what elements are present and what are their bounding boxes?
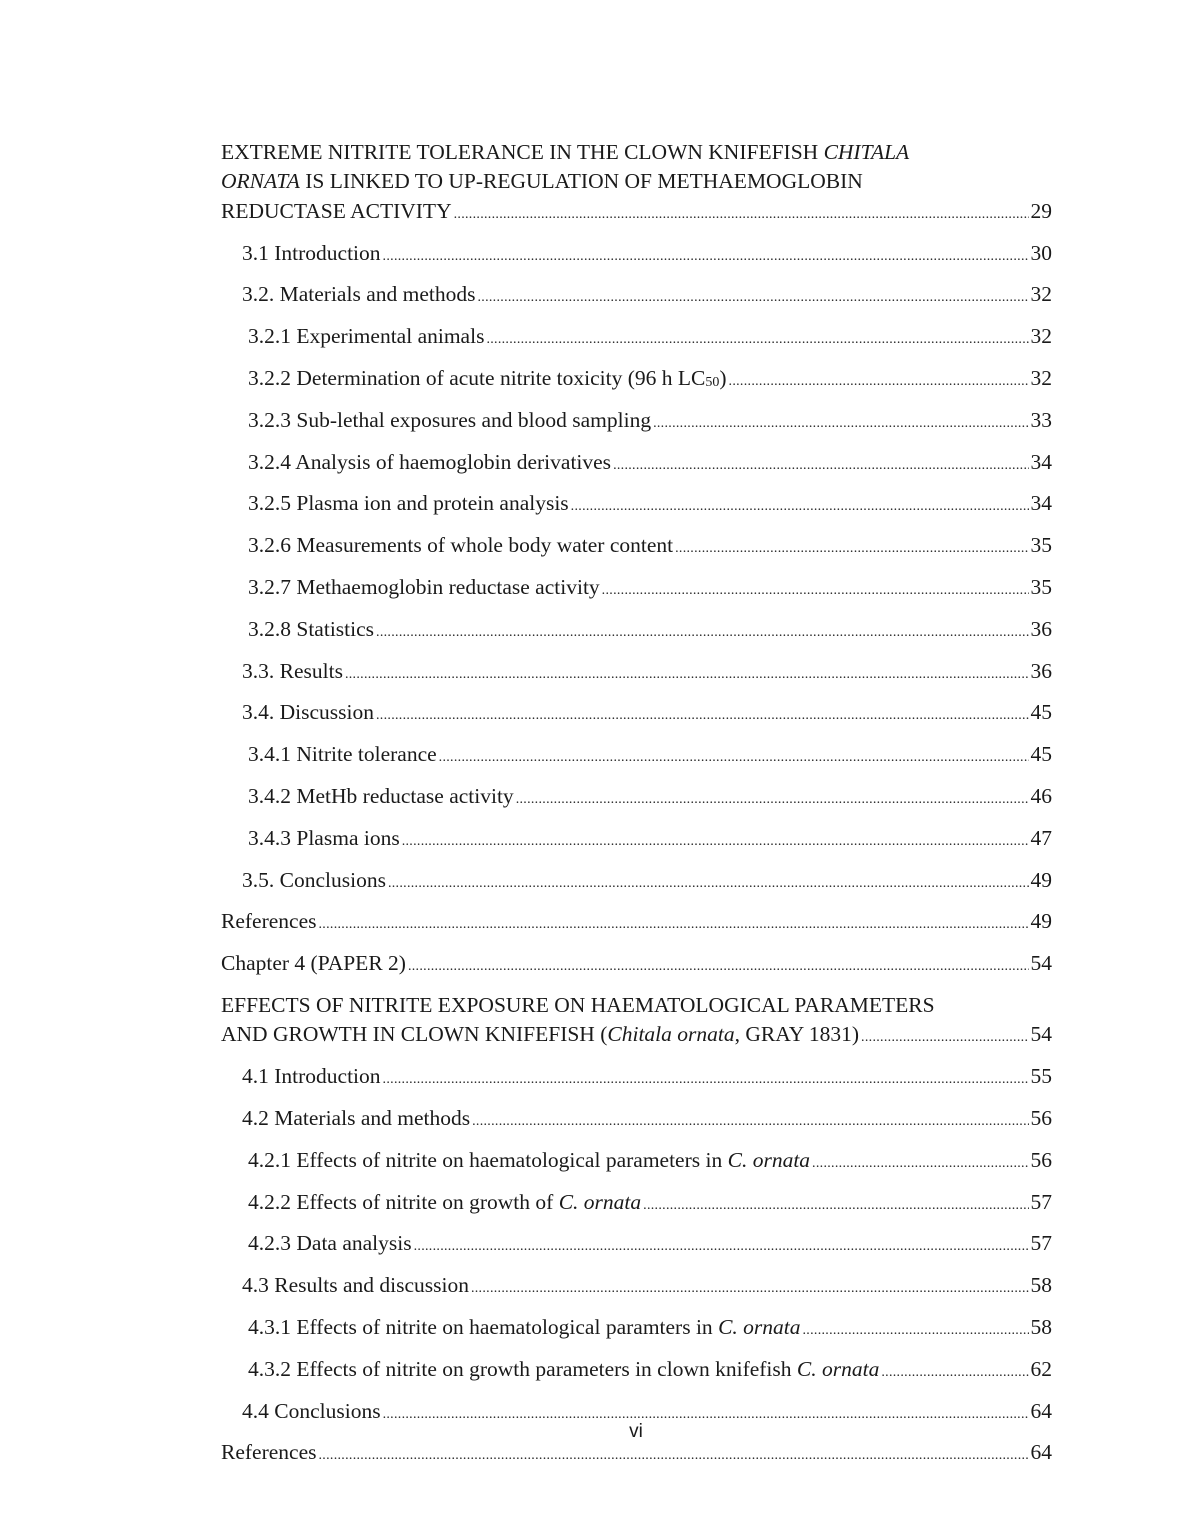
toc-entry-label: 3.2.3 Sub-lethal exposures and blood sampling (248, 407, 652, 432)
toc-page-number: 36 (1030, 658, 1052, 683)
toc-entry[interactable] (221, 1229, 1052, 1261)
toc-page-number: 47 (1030, 825, 1052, 850)
toc-entry[interactable] (221, 657, 1052, 689)
dot-leader (861, 1023, 1028, 1052)
toc-title-text: REDUCTASE ACTIVITY (221, 198, 452, 223)
dot-leader (376, 701, 1029, 730)
toc-entry-label: 3.2.5 Plasma ion and protein analysis (248, 491, 569, 516)
toc-entry-label: 3.3. Results (242, 658, 343, 683)
toc-entry[interactable] (221, 448, 1052, 480)
toc-title-line (221, 138, 1052, 167)
toc-page-number: 58 (1030, 1273, 1052, 1298)
toc-title-line (221, 1020, 1052, 1052)
dot-leader (408, 952, 1029, 981)
toc-entry-label (248, 1188, 641, 1217)
toc-page-number: 35 (1030, 574, 1052, 599)
toc-entry-label: 3.2.7 Methaemoglobin reductase activity (248, 574, 600, 599)
toc-entry[interactable] (221, 322, 1052, 354)
dot-leader (402, 827, 1029, 856)
toc-entry[interactable] (221, 531, 1052, 563)
toc-entry-label: 4.2 Materials and methods (242, 1105, 471, 1130)
toc-entry[interactable] (221, 866, 1052, 898)
dot-leader (472, 1107, 1028, 1136)
toc-entry[interactable] (221, 1313, 1052, 1345)
toc-page-number: 64 (1030, 1440, 1052, 1465)
toc-page-number: 33 (1030, 407, 1052, 432)
dot-leader (881, 1358, 1028, 1387)
toc-page-number: 35 (1030, 533, 1052, 558)
toc-entry-label: 3.4.2 MetHb reductase activity (248, 783, 514, 808)
dot-leader (471, 1274, 1029, 1303)
toc-entry[interactable] (221, 824, 1052, 856)
toc-entry-label: 3.2.4 Analysis of haemoglobin derivatives (248, 449, 612, 474)
toc-entry-label: References (221, 909, 317, 934)
toc-entry-label: 4.2.3 Data analysis (248, 1231, 412, 1256)
toc-entry[interactable] (221, 1438, 1052, 1470)
toc-page-number: 49 (1030, 867, 1052, 892)
toc-entry-label: Chapter 4 (PAPER 2) (221, 951, 406, 976)
toc-entry[interactable] (221, 489, 1052, 521)
toc-title-species: CHITALA (823, 140, 910, 164)
toc-title-text-part: , GRAY 1831) (734, 1022, 860, 1047)
toc-entry-label (248, 1355, 879, 1384)
toc-entry-label-text: 4.3.1 Effects of nitrite on haematological paramters in (248, 1314, 719, 1339)
toc-entry[interactable] (221, 1104, 1052, 1136)
toc-entry-label: 3.4.3 Plasma ions (248, 825, 400, 850)
toc-entry-label: 3.5. Conclusions (242, 867, 386, 892)
toc-entry-label (248, 1313, 801, 1342)
page-number: vi (629, 1421, 643, 1442)
toc-entry-label-text: 4.2.2 Effects of nitrite on growth of (248, 1189, 559, 1214)
dot-leader (803, 1316, 1029, 1345)
toc-title-species: ORNATA (221, 169, 300, 194)
dot-leader (345, 660, 1029, 689)
toc-entry[interactable] (221, 1188, 1052, 1220)
dot-leader (571, 492, 1029, 521)
toc-entry[interactable] (221, 1355, 1052, 1387)
toc-page-number: 57 (1030, 1189, 1052, 1214)
toc-entry[interactable] (221, 239, 1052, 271)
toc-title-text-part: AND GROWTH IN CLOWN KNIFEFISH ( (221, 1022, 608, 1047)
toc-page-number: 36 (1030, 616, 1052, 641)
toc-entry-label: 3.2.8 Statistics (248, 616, 375, 641)
toc-entry[interactable] (221, 1146, 1052, 1178)
toc-title-text (221, 1020, 859, 1049)
toc-entry[interactable] (221, 740, 1052, 772)
toc-entry-chapter4-title[interactable] (221, 991, 1052, 1053)
dot-leader (319, 910, 1029, 939)
dot-leader (613, 451, 1028, 480)
toc-entry[interactable] (221, 406, 1052, 438)
toc-page-number: 45 (1030, 742, 1052, 767)
toc-page-number: 54 (1030, 951, 1052, 976)
toc-entry-label: 4.1 Introduction (242, 1064, 381, 1089)
toc-page-number: 58 (1030, 1314, 1052, 1339)
toc-page-number: 62 (1030, 1356, 1052, 1381)
toc-entry-label-text: 4.2.1 Effects of nitrite on haematological parameters in (248, 1147, 728, 1172)
toc-entry-species: C. ornata (718, 1314, 801, 1339)
toc-entry-label-text: ) (719, 366, 727, 390)
toc-entry[interactable] (221, 280, 1052, 312)
toc-entry-label: 3.2.6 Measurements of whole body water content (248, 533, 674, 558)
toc-page-number: 49 (1030, 909, 1052, 934)
toc-page-number: 45 (1030, 700, 1052, 725)
toc-entry[interactable] (221, 782, 1052, 814)
table-of-contents (221, 138, 1052, 1480)
toc-page-number: 56 (1030, 1147, 1052, 1172)
dot-leader (439, 743, 1029, 772)
toc-entry-species: C. ornata (558, 1189, 642, 1214)
toc-title-species: Chitala ornata (607, 1022, 735, 1047)
toc-title-line (221, 167, 1052, 196)
toc-entry-label: 3.2.1 Experimental animals (248, 324, 485, 349)
dot-leader (383, 1065, 1029, 1094)
toc-entry[interactable] (221, 1062, 1052, 1094)
dot-leader (729, 367, 1029, 396)
dot-leader (319, 1441, 1029, 1470)
dot-leader (388, 869, 1029, 898)
toc-entry-label (248, 364, 727, 396)
toc-entry-chapter3-title[interactable] (221, 138, 1052, 229)
toc-entry-species: C. ornata (796, 1356, 880, 1381)
toc-page-number: 32 (1030, 282, 1052, 307)
toc-page-number: 57 (1030, 1231, 1052, 1256)
toc-page-number: 30 (1030, 240, 1052, 265)
toc-entry-label-text: 4.3.2 Effects of nitrite on growth parameters in clown knifefish (248, 1356, 797, 1381)
toc-entry-label (248, 1146, 810, 1175)
dot-leader (675, 534, 1028, 563)
toc-title-text: EFFECTS OF NITRITE EXPOSURE ON HAEMATOLOGICAL PARAMETERS (221, 992, 935, 1017)
toc-page-number: 54 (1030, 1022, 1052, 1047)
toc-page-number: 32 (1030, 366, 1052, 390)
toc-entry[interactable] (221, 573, 1052, 605)
dot-leader (454, 200, 1029, 229)
toc-page-number: 32 (1030, 324, 1052, 349)
toc-entry[interactable] (221, 907, 1052, 939)
toc-entry-label: 4.4 Conclusions (242, 1398, 381, 1423)
toc-title-line (221, 991, 1052, 1020)
toc-page-number: 46 (1030, 783, 1052, 808)
toc-entry[interactable] (221, 1271, 1052, 1303)
toc-entry-label: 4.3 Results and discussion (242, 1273, 469, 1298)
toc-page-number: 34 (1030, 449, 1052, 474)
toc-page-number: 34 (1030, 491, 1052, 516)
toc-entry-label: 3.4. Discussion (242, 700, 374, 725)
toc-entry-label-text: 3.2.2 Determination of acute nitrite toxicity (96 h LC (248, 366, 706, 390)
toc-entry[interactable] (221, 615, 1052, 647)
dot-leader (602, 576, 1029, 605)
toc-entry-species: C. ornata (727, 1147, 811, 1172)
toc-entry[interactable] (221, 698, 1052, 730)
dot-leader (486, 325, 1028, 354)
dot-leader (643, 1191, 1028, 1220)
toc-title-text: EXTREME NITRITE TOLERANCE IN THE CLOWN KNIFEFISH (221, 140, 824, 164)
dot-leader (383, 242, 1029, 271)
toc-title-text: IS LINKED TO UP-REGULATION OF METHAEMOGLOBIN (299, 169, 863, 194)
dot-leader (812, 1149, 1028, 1178)
dot-leader (477, 283, 1028, 312)
dot-leader (376, 618, 1028, 647)
toc-entry-label: References (221, 1440, 317, 1465)
toc-title-line (221, 197, 1052, 229)
dot-leader (516, 785, 1029, 814)
dot-leader (414, 1232, 1029, 1261)
toc-entry-label: 3.4.1 Nitrite tolerance (248, 742, 437, 767)
toc-entry-label: 3.2. Materials and methods (242, 282, 476, 307)
toc-page-number: 64 (1030, 1398, 1052, 1423)
dot-leader (653, 409, 1028, 438)
toc-entry[interactable] (221, 949, 1052, 981)
toc-entry-lc50[interactable] (221, 364, 1052, 396)
toc-page-number: 55 (1030, 1064, 1052, 1089)
toc-entry-label: 3.1 Introduction (242, 240, 381, 265)
lc50-subscript: 50 (705, 375, 720, 390)
toc-page-number: 56 (1030, 1105, 1052, 1130)
toc-page-number: 29 (1030, 198, 1052, 223)
